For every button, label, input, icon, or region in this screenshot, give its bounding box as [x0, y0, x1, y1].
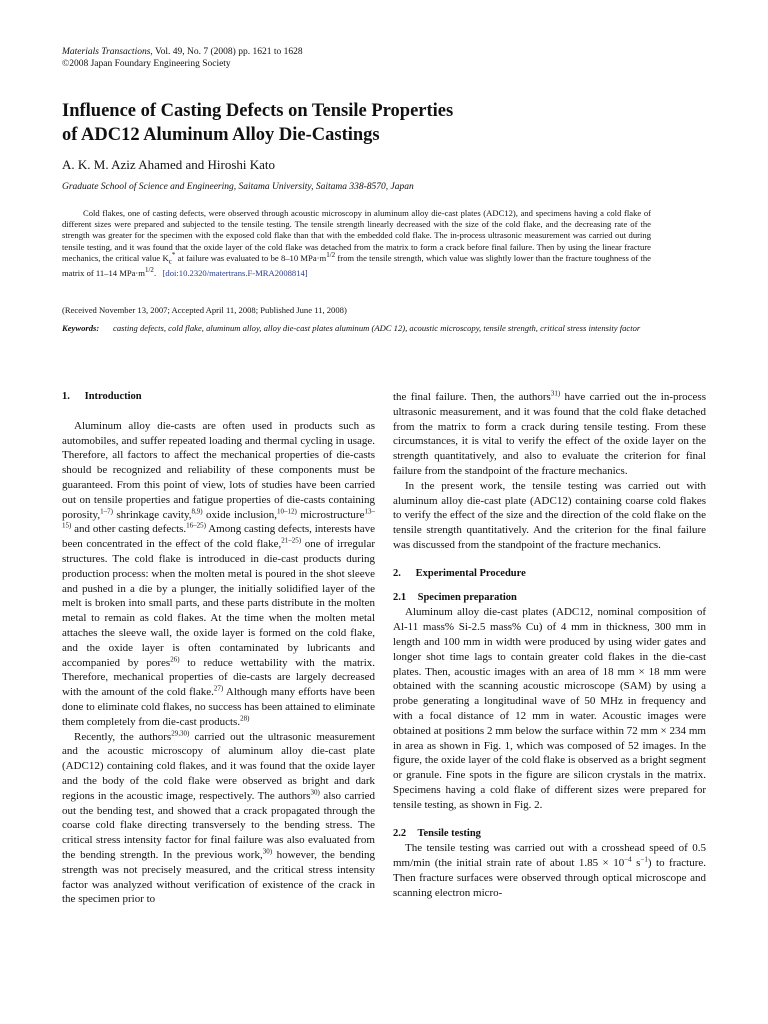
- abstract-subscript: c: [168, 257, 172, 266]
- journal-citation: [62, 46, 303, 58]
- section-number: 2.: [393, 567, 401, 579]
- paragraph-text: to reduce wettability with the matrix. Therefore, mechanical properties of die-casts are largely decreased with the amount of the cold flake.: [62, 656, 375, 699]
- exponent: −4: [624, 855, 632, 864]
- citation-ref: 28): [240, 714, 250, 723]
- paragraph-text: Although many efforts have been done to eliminate cold flakes, no success has been attained to eliminate them completely from die-cast products.: [62, 686, 375, 728]
- citation-ref: 8,9): [191, 506, 203, 515]
- paragraph-text: one of irregular structures. The cold flake is introduced in die-cast products during production process: when the molten metal is poured in the shot sleeve and pushed in a die by a plunger, the initially solidified layer of the melt is broken into small parts, and these parts distribute in the molten metal to remain as cold flakes. At the time when the molten metal attaches the sleeve wall, the oxide layer is formed on the cold flake, and the oxide layer is often contaminated by lubricants and accompanied by pores: [62, 538, 375, 669]
- right-paragraph-1: [393, 390, 706, 479]
- intro-paragraph-1: [62, 419, 375, 730]
- keywords-list: casting defects, cold flake, aluminum alloy, alloy die-cast plates aluminum (ADC 12), acoustic microscopy, tensile strength, critical stress intensity factor: [113, 323, 641, 333]
- left-column: [62, 390, 375, 907]
- citation-ref: 27): [213, 684, 224, 693]
- section-heading-experimental: [393, 567, 706, 582]
- doi-link[interactable]: [doi:10.2320/matertrans.F-MRA2008814]: [162, 267, 308, 278]
- citation-ref: 10–12): [277, 506, 297, 515]
- paragraph-text: however, the bending strength was not precisely measured, and the critical stress intensity factor was analyzed without verification of existence of the crack in the specimen prior to: [62, 848, 376, 906]
- title-line-2: of ADC12 Aluminum Alloy Die-Castings: [62, 125, 380, 145]
- subsection-title: Specimen preparation: [417, 591, 517, 603]
- abstract-exponent: 1/2: [326, 250, 336, 259]
- section-heading-introduction: [62, 390, 375, 405]
- affiliation: Graduate School of Science and Engineering, Saitama University, Saitama 338-8570, Japan: [62, 182, 414, 192]
- subsection-number: 2.1: [393, 591, 407, 603]
- subsection-heading-tensile: [393, 827, 706, 842]
- copyright-line: ©2008 Japan Foundary Engineering Society: [62, 59, 231, 69]
- paragraph-text: also carried out the bending test, and showed that a crack propagated through the coarse cold flake directing transversely to the bending stress. The critical stress intensity factor for final failure was also evaluated from the bending strength. In the previous work,: [62, 789, 376, 861]
- citation-ref: 30): [262, 847, 273, 856]
- paragraph-text: and other casting defects.: [71, 523, 187, 536]
- paragraph-text: microstructure: [296, 508, 365, 521]
- paragraph-text: oxide inclusion,: [202, 508, 278, 521]
- abstract: [62, 208, 651, 279]
- subsection-heading-specimen: [393, 591, 706, 606]
- paragraph-text: the final failure. Then, the authors: [393, 391, 551, 403]
- journal-name: Materials Transactions: [62, 47, 151, 57]
- right-paragraph-2: In the present work, the tensile testing was carried out with aluminum alloy die-cast plate (ADC12) containing coarse cold flakes to verify the effect of the size and the direction of the cold flake on the tensile strength quantitatively. And the criterion for the final failure was discussed from the standpoint of the fracture mechanics.: [393, 479, 706, 551]
- abstract-text: from the tensile strength, which value was slightly lower than the fracture toughness of the matrix of 11–14 MPa·m: [62, 252, 651, 278]
- exponent: −1: [640, 855, 648, 864]
- citation-ref: 26): [170, 654, 180, 663]
- paragraph-text: Aluminum alloy die-casts are often used in products such as automobiles, and suffer repeated loading and thermal cycling in usage. Therefore, all factors to affect the mechanical properties of die-casts should be recognized and reliability of these components must be guaranteed. From this point of view, lots of studies have been carried out on tensile properties and fatigue properties of die-casts containing porosity,: [62, 419, 375, 521]
- paper-title: [62, 99, 702, 147]
- citation-ref: 16–25): [186, 521, 207, 530]
- authors: A. K. M. Aziz Ahamed and Hiroshi Kato: [62, 157, 276, 172]
- subsection-number: 2.2: [393, 827, 407, 839]
- abstract-text: .: [153, 267, 157, 278]
- section-number: 1.: [62, 391, 70, 402]
- abstract-text: Cold flakes, one of casting defects, were observed through acoustic microscopy in aluminum alloy die-cast plates (ADC12), and specimens having a cold flake of different sizes were prepared and subjected to the tensile testing. The tensile strength linearly decreased with the size of the cold flake, and the decreasing rate of the strength was greater for the specimen with the exposed cold flake than that with the embedded cold flake. The in-process ultrasonic measurement was carried out during tensile testing, and it was found that the oxide layer of the cold flake was detached from the matrix to form a crack before final failure. Then by using the linear fracture mechanics, the critical value K: [62, 208, 651, 263]
- citation-ref: 31): [550, 389, 561, 398]
- citation-ref: 1–7): [100, 506, 113, 515]
- paragraph-text: The tensile testing was carried out with a crosshead speed of 0.5 mm/min (the initial strain rate of about 1.85 × 10: [393, 842, 706, 870]
- paragraph-text: shrinkage cavity,: [112, 508, 192, 521]
- intro-paragraph-2: [62, 730, 375, 908]
- abstract-exponent: 1/2: [144, 265, 154, 274]
- paragraph-text: s: [631, 857, 641, 870]
- title-line-1: Influence of Casting Defects on Tensile Properties: [62, 101, 454, 121]
- paragraph-text: carried out the ultrasonic measurement and the acoustic microscopy of aluminum alloy die-cast plate (ADC12) containing cold flakes, and it was found that the oxide layer and the body of the cold flake were observed as bright and dark regions in the acoustic image, respectively. The authors: [62, 730, 376, 802]
- right-paragraph-4: [393, 841, 706, 900]
- citation-ref: 13–15): [62, 506, 375, 530]
- journal-volume-pages: , Vol. 49, No. 7 (2008) pp. 1621 to 1628: [150, 47, 303, 57]
- subsection-title: Tensile testing: [417, 827, 481, 839]
- keywords-block: [62, 322, 662, 334]
- citation-ref: 21–25): [281, 536, 302, 545]
- received-dates: (Received November 13, 2007; Accepted April 11, 2008; Published June 11, 2008): [62, 305, 347, 315]
- abstract-text: at failure was evaluated to be 8–10 MPa·m: [175, 252, 327, 263]
- right-paragraph-3: Aluminum alloy die-cast plates (ADC12, nominal composition of Al-11 mass% Si-2.5 mass% Cu) of 4 mm in thickness, 300 mm in length and 100 mm in width were produced by using wider gates and longer shot time lags to contain greater cold flakes in the die-cast plates. Then, acoustic images with an area of 18 mm × 18 mm were obtained with the scanning acoustic microscope (SAM) by using a probe generating a longitudinal wave of 50 MHz in frequency and with a focal distance of 12 mm in water. Acoustic images were obtained at positions 2 mm below the surface within 72 mm × 234 mm in area as shown in Fig. 1, which was composed of 52 images. In the figure, the oxide layer of the cold flake is observed as a bright segment or granule. Fine spots in the figure are silicon crystals in the matrix. Specimens having a cold flake of different sizes were prepared for tensile testing, as shown in Fig. 2.: [393, 606, 706, 811]
- section-title: Experimental Procedure: [415, 567, 526, 579]
- paragraph-text: Recently, the authors: [74, 730, 172, 743]
- paragraph-text: ) to fracture. Then fracture surfaces were observed through optical microscope and scanning electron micro-: [393, 857, 706, 899]
- citation-ref: 29,30): [171, 728, 190, 737]
- section-title: Introduction: [84, 391, 142, 402]
- right-column: [393, 390, 706, 901]
- abstract-superscript: *: [171, 250, 176, 259]
- paragraph-text: Among casting defects, interests have been concentrated in the effect of the cold flake,: [62, 523, 375, 551]
- paragraph-text: have carried out the in-process ultrasonic measurement, and it was found that the cold flake detached from the matrix to form a crack during tensile testing. From these circumstances, it is vital to verify the effect of the oxide layer on the strength quantitatively, and also to evaluate the criterion for final failure from the standpoint of the fracture mechanics.: [393, 391, 706, 477]
- journal-header: [62, 46, 303, 70]
- citation-ref: 30): [310, 788, 320, 797]
- keywords-label: Keywords:: [62, 323, 100, 333]
